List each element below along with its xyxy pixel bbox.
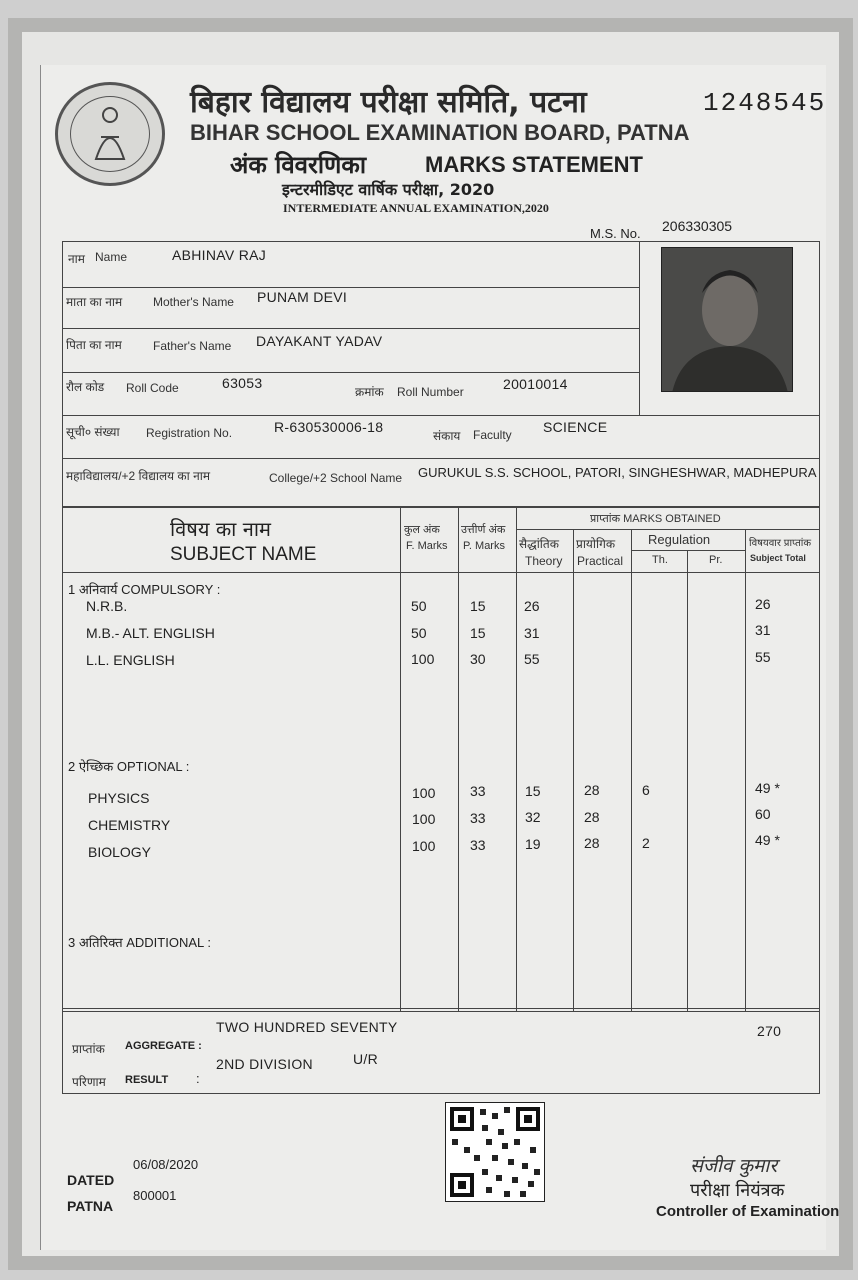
board-title-english: BIHAR SCHOOL EXAMINATION BOARD, PATNA (190, 120, 690, 145)
pmarks-header-hindi: उत्तीर्ण अंक (461, 524, 506, 536)
result-remark: U/R (353, 1051, 379, 1067)
faculty-label-hindi: संकाय (433, 429, 461, 443)
registration-number: R-630530006-18 (274, 419, 384, 435)
aggregate-label: AGGREGATE : (125, 1040, 202, 1052)
marks-statement-hindi: अंक विवरणिका (230, 151, 367, 179)
subject-name: N.R.B. (86, 598, 128, 614)
theory-marks: 15 (525, 783, 541, 799)
father-name: DAYAKANT YADAV (256, 333, 383, 349)
roll-number-label-hindi: क्रमांक (355, 385, 384, 399)
mother-label: Mother's Name (153, 295, 234, 309)
practical-header-hindi: प्रायोगिक (576, 537, 616, 551)
subject-name: BIOLOGY (88, 844, 152, 860)
board-seal-logo (55, 82, 165, 186)
dated-label: DATED (67, 1172, 115, 1188)
pass-marks: 30 (470, 651, 486, 667)
pin-code: 800001 (133, 1188, 177, 1203)
theory-marks: 26 (524, 598, 540, 614)
student-name: ABHINAV RAJ (172, 247, 267, 263)
theory-marks: 19 (525, 836, 541, 852)
theory-marks: 31 (524, 625, 540, 641)
result-label-hindi: परिणाम (72, 1075, 106, 1089)
aggregate-value: 270 (757, 1023, 782, 1039)
exam-title-english: INTERMEDIATE ANNUAL EXAMINATION,2020 (283, 201, 549, 215)
result-label: RESULT (125, 1074, 169, 1086)
controller-title: Controller of Examination (656, 1203, 840, 1220)
college-name: GURUKUL S.S. SCHOOL, PATORI, SINGHESHWAR, MADHEPURA (418, 465, 817, 480)
faculty: SCIENCE (543, 419, 608, 435)
ms-no-value: 206330305 (662, 218, 733, 234)
ms-no-label: M.S. No. (590, 226, 641, 241)
faculty-label: Faculty (473, 428, 512, 442)
registration-label: Registration No. (146, 426, 233, 440)
roll-number: 20010014 (503, 376, 568, 392)
name-label: Name (95, 250, 128, 264)
regulation-header: Regulation (648, 532, 711, 547)
theory-marks: 32 (525, 809, 541, 825)
section-compulsory: 1 अनिवार्य COMPULSORY : (68, 582, 221, 597)
aggregate-label-hindi: प्राप्तांक (72, 1042, 105, 1056)
marks-obtained-header: प्राप्तांक MARKS OBTAINED (590, 513, 721, 525)
practical-marks: 28 (584, 809, 600, 825)
qr-code (445, 1102, 545, 1202)
fmarks-header: F. Marks (406, 540, 448, 552)
roll-code: 63053 (222, 375, 263, 391)
aggregate-in-words: TWO HUNDRED SEVENTY (216, 1019, 398, 1035)
father-label-hindi: पिता का नाम (66, 338, 122, 352)
subject-header-hindi: विषय का नाम (170, 517, 271, 541)
result-division: 2ND DIVISION (216, 1056, 313, 1072)
regulation-th-header: Th. (652, 554, 668, 566)
subject-total: 26 (755, 596, 771, 612)
regulation-theory: 2 (642, 835, 650, 851)
marks-statement-english: MARKS STATEMENT (425, 152, 643, 177)
theory-header-hindi: सैद्धांतिक (519, 537, 559, 551)
name-label-hindi: नाम (68, 252, 85, 266)
practical-header: Practical (577, 554, 624, 568)
issue-date: 06/08/2020 (133, 1157, 199, 1172)
subject-total: 60 (755, 806, 771, 822)
college-label-hindi: महाविद्यालय/+2 विद्यालय का नाम (66, 469, 211, 483)
result-colon: : (196, 1071, 200, 1086)
regulation-pr-header: Pr. (709, 554, 723, 566)
full-marks: 50 (411, 598, 427, 614)
section-optional: 2 ऐच्छिक OPTIONAL : (68, 759, 190, 774)
college-label: College/+2 School Name (269, 471, 403, 485)
section-additional: 3 अतिरिक्त ADDITIONAL : (68, 935, 211, 950)
subject-total-header: Subject Total (750, 553, 806, 563)
roll-code-label-hindi: रौल कोड (66, 380, 105, 394)
pass-marks: 33 (470, 810, 486, 826)
roll-code-label: Roll Code (126, 381, 179, 395)
practical-marks: 28 (584, 835, 600, 851)
mother-label-hindi: माता का नाम (66, 295, 123, 309)
subject-total-header-hindi: विषयवार प्राप्तांक (749, 538, 812, 549)
subject-name: CHEMISTRY (88, 817, 171, 833)
full-marks: 100 (412, 838, 436, 854)
registration-label-hindi: सूची० संख्या (66, 425, 120, 439)
pass-marks: 33 (470, 837, 486, 853)
theory-marks: 55 (524, 651, 540, 667)
father-label: Father's Name (153, 339, 232, 353)
pass-marks: 15 (470, 598, 486, 614)
subject-total: 31 (755, 622, 771, 638)
mother-name: PUNAM DEVI (257, 289, 348, 305)
serial-number: 1248545 (703, 88, 827, 118)
student-photo (661, 247, 793, 392)
controller-signature: संजीव कुमार (690, 1155, 778, 1177)
place-label: PATNA (67, 1198, 114, 1214)
subject-total: 55 (755, 649, 771, 665)
full-marks: 100 (412, 785, 436, 801)
subject-name: M.B.- ALT. ENGLISH (86, 625, 215, 641)
pmarks-header: P. Marks (463, 540, 505, 552)
pass-marks: 33 (470, 783, 486, 799)
subject-name: L.L. ENGLISH (86, 652, 175, 668)
full-marks: 100 (412, 811, 436, 827)
regulation-theory: 6 (642, 782, 650, 798)
fmarks-header-hindi: कुल अंक (404, 524, 440, 536)
practical-marks: 28 (584, 782, 600, 798)
subject-total: 49 * (755, 780, 780, 796)
board-title-hindi: बिहार विद्यालय परीक्षा समिति, पटना (190, 85, 587, 120)
subject-name: PHYSICS (88, 790, 150, 806)
subject-header: SUBJECT NAME (170, 544, 317, 565)
exam-title-hindi: इन्टरमीडिएट वार्षिक परीक्षा, 2020 (282, 180, 495, 199)
subject-total: 49 * (755, 832, 780, 848)
full-marks: 100 (411, 651, 435, 667)
roll-number-label: Roll Number (397, 385, 464, 399)
theory-header: Theory (525, 554, 563, 568)
controller-title-hindi: परीक्षा नियंत्रक (690, 1180, 785, 1201)
full-marks: 50 (411, 625, 427, 641)
pass-marks: 15 (470, 625, 486, 641)
